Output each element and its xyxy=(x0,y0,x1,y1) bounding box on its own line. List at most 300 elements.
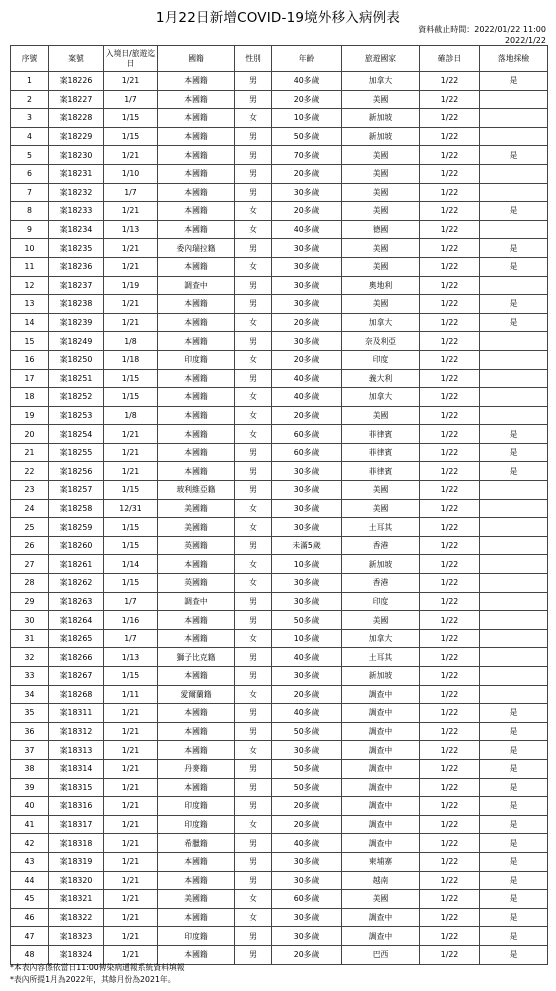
sex-cell: 男 xyxy=(235,183,272,202)
sex-cell: 男 xyxy=(235,797,272,816)
age-cell: 30多歲 xyxy=(272,667,342,686)
entry-date-cell: 1/7 xyxy=(104,592,158,611)
entry-date-cell: 1/21 xyxy=(104,443,158,462)
serial-cell: 23 xyxy=(11,481,49,500)
airport-test-cell xyxy=(480,406,548,425)
diagnosis-date-cell: 1/22 xyxy=(420,648,480,667)
case-number-cell: 案18232 xyxy=(49,183,104,202)
serial-cell: 36 xyxy=(11,722,49,741)
entry-date-cell: 1/21 xyxy=(104,759,158,778)
diagnosis-date-cell: 1/22 xyxy=(420,146,480,165)
nationality-cell: 本國籍 xyxy=(158,443,235,462)
table-row xyxy=(11,462,548,481)
serial-cell: 29 xyxy=(11,592,49,611)
age-cell: 40多歲 xyxy=(272,648,342,667)
entry-date-cell: 1/21 xyxy=(104,834,158,853)
entry-date-cell: 1/21 xyxy=(104,295,158,314)
age-cell: 30多歲 xyxy=(272,276,342,295)
footnote: *本表內容係依當日11:00傳染病通報系統資料填報 xyxy=(10,963,185,972)
sex-cell: 男 xyxy=(235,852,272,871)
airport-test-cell xyxy=(480,499,548,518)
serial-cell: 37 xyxy=(11,741,49,760)
case-number-cell: 案18249 xyxy=(49,332,104,351)
case-number-cell: 案18265 xyxy=(49,629,104,648)
age-cell: 40多歲 xyxy=(272,220,342,239)
sex-cell: 男 xyxy=(235,778,272,797)
diagnosis-date-cell: 1/22 xyxy=(420,332,480,351)
airport-test-cell: 是 xyxy=(480,704,548,723)
table-row xyxy=(11,257,548,276)
sex-cell: 男 xyxy=(235,667,272,686)
nationality-cell: 調查中 xyxy=(158,276,235,295)
case-number-cell: 案18317 xyxy=(49,815,104,834)
airport-test-cell: 是 xyxy=(480,202,548,221)
diagnosis-date-cell: 1/22 xyxy=(420,555,480,574)
age-cell: 60多歲 xyxy=(272,443,342,462)
entry-date-cell: 1/21 xyxy=(104,890,158,909)
sex-cell: 男 xyxy=(235,722,272,741)
entry-date-cell: 1/21 xyxy=(104,202,158,221)
sex-cell: 女 xyxy=(235,202,272,221)
diagnosis-date-cell: 1/22 xyxy=(420,90,480,109)
entry-date-cell: 1/21 xyxy=(104,72,158,91)
serial-cell: 45 xyxy=(11,890,49,909)
travel-country-cell: 新加坡 xyxy=(342,127,420,146)
age-cell: 20多歲 xyxy=(272,164,342,183)
serial-cell: 1 xyxy=(11,72,49,91)
case-number-cell: 案18255 xyxy=(49,443,104,462)
travel-country-cell: 調查中 xyxy=(342,741,420,760)
nationality-cell: 本國籍 xyxy=(158,295,235,314)
nationality-cell: 委內瑞拉籍 xyxy=(158,239,235,258)
travel-country-cell: 義大利 xyxy=(342,369,420,388)
travel-country-cell: 美國 xyxy=(342,611,420,630)
table-row xyxy=(11,927,548,946)
age-cell: 40多歲 xyxy=(272,369,342,388)
serial-cell: 17 xyxy=(11,369,49,388)
travel-country-cell: 調查中 xyxy=(342,908,420,927)
table-body xyxy=(11,72,548,965)
case-number-cell: 案18321 xyxy=(49,890,104,909)
diagnosis-date-cell: 1/22 xyxy=(420,239,480,258)
entry-date-cell: 1/21 xyxy=(104,815,158,834)
nationality-cell: 調查中 xyxy=(158,592,235,611)
table-row xyxy=(11,797,548,816)
case-number-cell: 案18227 xyxy=(49,90,104,109)
age-cell: 70多歲 xyxy=(272,146,342,165)
sex-cell: 女 xyxy=(235,574,272,593)
entry-date-cell: 1/21 xyxy=(104,704,158,723)
serial-cell: 31 xyxy=(11,629,49,648)
table-row xyxy=(11,629,548,648)
case-table xyxy=(10,45,548,965)
entry-date-cell: 1/21 xyxy=(104,462,158,481)
airport-test-cell: 是 xyxy=(480,462,548,481)
table-row xyxy=(11,704,548,723)
sex-cell: 女 xyxy=(235,815,272,834)
travel-country-cell: 美國 xyxy=(342,406,420,425)
serial-cell: 35 xyxy=(11,704,49,723)
case-number-cell: 案18237 xyxy=(49,276,104,295)
table-row xyxy=(11,369,548,388)
age-cell: 40多歲 xyxy=(272,72,342,91)
case-number-cell: 案18253 xyxy=(49,406,104,425)
entry-date-cell: 1/18 xyxy=(104,350,158,369)
age-cell: 50多歲 xyxy=(272,759,342,778)
age-cell: 30多歲 xyxy=(272,741,342,760)
travel-country-cell: 調查中 xyxy=(342,722,420,741)
airport-test-cell xyxy=(480,276,548,295)
table-row xyxy=(11,406,548,425)
entry-date-cell: 1/10 xyxy=(104,164,158,183)
sex-cell: 男 xyxy=(235,834,272,853)
airport-test-cell: 是 xyxy=(480,871,548,890)
entry-date-cell: 1/21 xyxy=(104,871,158,890)
entry-date-cell: 1/15 xyxy=(104,481,158,500)
diagnosis-date-cell: 1/22 xyxy=(420,406,480,425)
travel-country-cell: 新加坡 xyxy=(342,109,420,128)
table-row xyxy=(11,276,548,295)
table-row xyxy=(11,443,548,462)
sex-cell: 男 xyxy=(235,927,272,946)
serial-cell: 41 xyxy=(11,815,49,834)
sex-cell: 女 xyxy=(235,518,272,537)
airport-test-cell xyxy=(480,90,548,109)
nationality-cell: 印度籍 xyxy=(158,927,235,946)
age-cell: 10多歲 xyxy=(272,555,342,574)
table-row xyxy=(11,425,548,444)
diagnosis-date-cell: 1/22 xyxy=(420,667,480,686)
diagnosis-date-cell: 1/22 xyxy=(420,815,480,834)
age-cell: 50多歲 xyxy=(272,778,342,797)
table-row xyxy=(11,648,548,667)
age-cell: 30多歲 xyxy=(272,499,342,518)
diagnosis-date-cell: 1/22 xyxy=(420,202,480,221)
case-number-cell: 案18256 xyxy=(49,462,104,481)
nationality-cell: 美國籍 xyxy=(158,499,235,518)
sex-cell: 男 xyxy=(235,127,272,146)
travel-country-cell: 加拿大 xyxy=(342,313,420,332)
case-number-cell: 案18234 xyxy=(49,220,104,239)
sex-cell: 女 xyxy=(235,908,272,927)
case-number-cell: 案18314 xyxy=(49,759,104,778)
airport-test-cell xyxy=(480,536,548,555)
sex-cell: 女 xyxy=(235,555,272,574)
table-row xyxy=(11,555,548,574)
travel-country-cell: 美國 xyxy=(342,890,420,909)
airport-test-cell: 是 xyxy=(480,443,548,462)
serial-cell: 13 xyxy=(11,295,49,314)
nationality-cell: 本國籍 xyxy=(158,555,235,574)
nationality-cell: 玻利維亞籍 xyxy=(158,481,235,500)
nationality-cell: 愛爾蘭籍 xyxy=(158,685,235,704)
entry-date-cell: 1/16 xyxy=(104,611,158,630)
case-number-cell: 案18257 xyxy=(49,481,104,500)
entry-date-cell: 1/21 xyxy=(104,778,158,797)
serial-cell: 22 xyxy=(11,462,49,481)
diagnosis-date-cell: 1/22 xyxy=(420,685,480,704)
travel-country-cell: 美國 xyxy=(342,146,420,165)
case-number-cell: 案18311 xyxy=(49,704,104,723)
airport-test-cell xyxy=(480,667,548,686)
sex-cell: 女 xyxy=(235,313,272,332)
nationality-cell: 印度籍 xyxy=(158,797,235,816)
document-title: 1月22日新增COVID-19境外移入病例表 xyxy=(155,10,401,26)
serial-cell: 39 xyxy=(11,778,49,797)
travel-country-cell: 加拿大 xyxy=(342,629,420,648)
airport-test-cell: 是 xyxy=(480,927,548,946)
serial-cell: 32 xyxy=(11,648,49,667)
entry-date-cell: 1/13 xyxy=(104,220,158,239)
entry-date-cell: 1/21 xyxy=(104,425,158,444)
serial-cell: 16 xyxy=(11,350,49,369)
table-row xyxy=(11,481,548,500)
travel-country-cell: 印度 xyxy=(342,350,420,369)
airport-test-cell xyxy=(480,555,548,574)
age-cell: 10多歲 xyxy=(272,629,342,648)
sex-cell: 女 xyxy=(235,257,272,276)
airport-test-cell xyxy=(480,369,548,388)
nationality-cell: 本國籍 xyxy=(158,722,235,741)
diagnosis-date-cell: 1/22 xyxy=(420,313,480,332)
table-row xyxy=(11,72,548,91)
serial-cell: 24 xyxy=(11,499,49,518)
age-cell: 20多歲 xyxy=(272,797,342,816)
nationality-cell: 英國籍 xyxy=(158,574,235,593)
age-cell: 30多歲 xyxy=(272,332,342,351)
nationality-cell: 本國籍 xyxy=(158,871,235,890)
travel-country-cell: 新加坡 xyxy=(342,667,420,686)
diagnosis-date-cell: 1/22 xyxy=(420,574,480,593)
travel-country-cell: 美國 xyxy=(342,164,420,183)
airport-test-cell xyxy=(480,592,548,611)
airport-test-cell xyxy=(480,629,548,648)
travel-country-cell: 調查中 xyxy=(342,834,420,853)
header-case-number: 案號 xyxy=(49,46,104,72)
nationality-cell: 本國籍 xyxy=(158,369,235,388)
travel-country-cell: 美國 xyxy=(342,499,420,518)
diagnosis-date-cell: 1/22 xyxy=(420,127,480,146)
age-cell: 20多歲 xyxy=(272,815,342,834)
table-row xyxy=(11,574,548,593)
airport-test-cell xyxy=(480,685,548,704)
diagnosis-date-cell: 1/22 xyxy=(420,276,480,295)
diagnosis-date-cell: 1/22 xyxy=(420,759,480,778)
airport-test-cell xyxy=(480,388,548,407)
airport-test-cell: 是 xyxy=(480,425,548,444)
travel-country-cell: 調查中 xyxy=(342,815,420,834)
age-cell: 40多歲 xyxy=(272,834,342,853)
entry-date-cell: 1/15 xyxy=(104,109,158,128)
table-row xyxy=(11,852,548,871)
nationality-cell: 本國籍 xyxy=(158,611,235,630)
serial-cell: 5 xyxy=(11,146,49,165)
travel-country-cell: 美國 xyxy=(342,257,420,276)
sex-cell: 男 xyxy=(235,945,272,964)
airport-test-cell xyxy=(480,332,548,351)
serial-cell: 48 xyxy=(11,945,49,964)
serial-cell: 25 xyxy=(11,518,49,537)
case-number-cell: 案18263 xyxy=(49,592,104,611)
case-number-cell: 案18226 xyxy=(49,72,104,91)
table-row xyxy=(11,667,548,686)
travel-country-cell: 土耳其 xyxy=(342,648,420,667)
age-cell: 50多歲 xyxy=(272,611,342,630)
sex-cell: 男 xyxy=(235,592,272,611)
age-cell: 30多歲 xyxy=(272,871,342,890)
serial-cell: 20 xyxy=(11,425,49,444)
sex-cell: 女 xyxy=(235,890,272,909)
sex-cell: 男 xyxy=(235,332,272,351)
diagnosis-date-cell: 1/22 xyxy=(420,797,480,816)
age-cell: 40多歲 xyxy=(272,704,342,723)
serial-cell: 14 xyxy=(11,313,49,332)
data-cutoff-info xyxy=(418,25,546,46)
travel-country-cell: 調查中 xyxy=(342,704,420,723)
sex-cell: 男 xyxy=(235,704,272,723)
case-number-cell: 案18315 xyxy=(49,778,104,797)
airport-test-cell: 是 xyxy=(480,759,548,778)
age-cell: 20多歲 xyxy=(272,313,342,332)
age-cell: 30多歲 xyxy=(272,518,342,537)
footnote: *表內所提1月為2022年，其餘月份為2021年。 xyxy=(10,975,176,984)
table-row xyxy=(11,759,548,778)
serial-cell: 38 xyxy=(11,759,49,778)
nationality-cell: 希臘籍 xyxy=(158,834,235,853)
serial-cell: 8 xyxy=(11,202,49,221)
diagnosis-date-cell: 1/22 xyxy=(420,890,480,909)
nationality-cell: 本國籍 xyxy=(158,72,235,91)
serial-cell: 18 xyxy=(11,388,49,407)
travel-country-cell: 調查中 xyxy=(342,778,420,797)
table-row xyxy=(11,295,548,314)
case-number-cell: 案18251 xyxy=(49,369,104,388)
diagnosis-date-cell: 1/22 xyxy=(420,518,480,537)
diagnosis-date-cell: 1/22 xyxy=(420,834,480,853)
case-number-cell: 案18324 xyxy=(49,945,104,964)
airport-test-cell: 是 xyxy=(480,945,548,964)
airport-test-cell: 是 xyxy=(480,834,548,853)
table-row xyxy=(11,778,548,797)
entry-date-cell: 1/21 xyxy=(104,927,158,946)
case-number-cell: 案18319 xyxy=(49,852,104,871)
entry-date-cell: 1/15 xyxy=(104,369,158,388)
diagnosis-date-cell: 1/22 xyxy=(420,164,480,183)
header-age: 年齡 xyxy=(272,46,342,72)
nationality-cell: 英國籍 xyxy=(158,536,235,555)
travel-country-cell: 香港 xyxy=(342,536,420,555)
age-cell: 30多歲 xyxy=(272,295,342,314)
diagnosis-date-cell: 1/22 xyxy=(420,722,480,741)
case-number-cell: 案18231 xyxy=(49,164,104,183)
travel-country-cell: 土耳其 xyxy=(342,518,420,537)
nationality-cell: 本國籍 xyxy=(158,425,235,444)
case-number-cell: 案18235 xyxy=(49,239,104,258)
sex-cell: 男 xyxy=(235,295,272,314)
travel-country-cell: 加拿大 xyxy=(342,388,420,407)
table-row xyxy=(11,332,548,351)
travel-country-cell: 美國 xyxy=(342,90,420,109)
header-serial: 序號 xyxy=(11,46,49,72)
sex-cell: 女 xyxy=(235,685,272,704)
serial-cell: 9 xyxy=(11,220,49,239)
table-row xyxy=(11,518,548,537)
diagnosis-date-cell: 1/22 xyxy=(420,295,480,314)
table-row xyxy=(11,815,548,834)
serial-cell: 12 xyxy=(11,276,49,295)
travel-country-cell: 柬埔寨 xyxy=(342,852,420,871)
header-airport-test: 落地採檢 xyxy=(480,46,548,72)
sex-cell: 女 xyxy=(235,499,272,518)
table-row xyxy=(11,834,548,853)
age-cell: 30多歲 xyxy=(272,462,342,481)
entry-date-cell: 1/21 xyxy=(104,945,158,964)
entry-date-cell: 1/7 xyxy=(104,183,158,202)
footnotes xyxy=(10,962,185,986)
case-number-cell: 案18316 xyxy=(49,797,104,816)
entry-date-cell: 1/15 xyxy=(104,667,158,686)
table-row xyxy=(11,592,548,611)
serial-cell: 47 xyxy=(11,927,49,946)
sex-cell: 男 xyxy=(235,72,272,91)
table-row xyxy=(11,499,548,518)
age-cell: 30多歲 xyxy=(272,239,342,258)
case-number-cell: 案18229 xyxy=(49,127,104,146)
airport-test-cell: 是 xyxy=(480,908,548,927)
diagnosis-date-cell: 1/22 xyxy=(420,462,480,481)
nationality-cell: 美國籍 xyxy=(158,890,235,909)
entry-date-cell: 1/15 xyxy=(104,127,158,146)
entry-date-cell: 1/14 xyxy=(104,555,158,574)
sex-cell: 男 xyxy=(235,276,272,295)
entry-date-cell: 1/15 xyxy=(104,388,158,407)
age-cell: 20多歲 xyxy=(272,945,342,964)
sex-cell: 男 xyxy=(235,90,272,109)
travel-country-cell: 新加坡 xyxy=(342,555,420,574)
diagnosis-date-cell: 1/22 xyxy=(420,945,480,964)
nationality-cell: 本國籍 xyxy=(158,164,235,183)
diagnosis-date-cell: 1/22 xyxy=(420,592,480,611)
nationality-cell: 美國籍 xyxy=(158,518,235,537)
entry-date-cell: 1/21 xyxy=(104,146,158,165)
travel-country-cell: 調查中 xyxy=(342,759,420,778)
age-cell: 30多歲 xyxy=(272,481,342,500)
travel-country-cell: 奈及利亞 xyxy=(342,332,420,351)
table-row xyxy=(11,313,548,332)
diagnosis-date-cell: 1/22 xyxy=(420,350,480,369)
case-number-cell: 案18312 xyxy=(49,722,104,741)
serial-cell: 30 xyxy=(11,611,49,630)
serial-cell: 44 xyxy=(11,871,49,890)
airport-test-cell: 是 xyxy=(480,852,548,871)
travel-country-cell: 菲律賓 xyxy=(342,462,420,481)
case-number-cell: 案18266 xyxy=(49,648,104,667)
entry-date-cell: 1/21 xyxy=(104,741,158,760)
sex-cell: 男 xyxy=(235,146,272,165)
case-number-cell: 案18262 xyxy=(49,574,104,593)
airport-test-cell xyxy=(480,481,548,500)
serial-cell: 3 xyxy=(11,109,49,128)
table-row xyxy=(11,109,548,128)
sex-cell: 男 xyxy=(235,164,272,183)
serial-cell: 40 xyxy=(11,797,49,816)
entry-date-cell: 1/19 xyxy=(104,276,158,295)
age-cell: 20多歲 xyxy=(272,350,342,369)
airport-test-cell xyxy=(480,164,548,183)
table-row xyxy=(11,741,548,760)
case-number-cell: 案18239 xyxy=(49,313,104,332)
case-number-cell: 案18236 xyxy=(49,257,104,276)
